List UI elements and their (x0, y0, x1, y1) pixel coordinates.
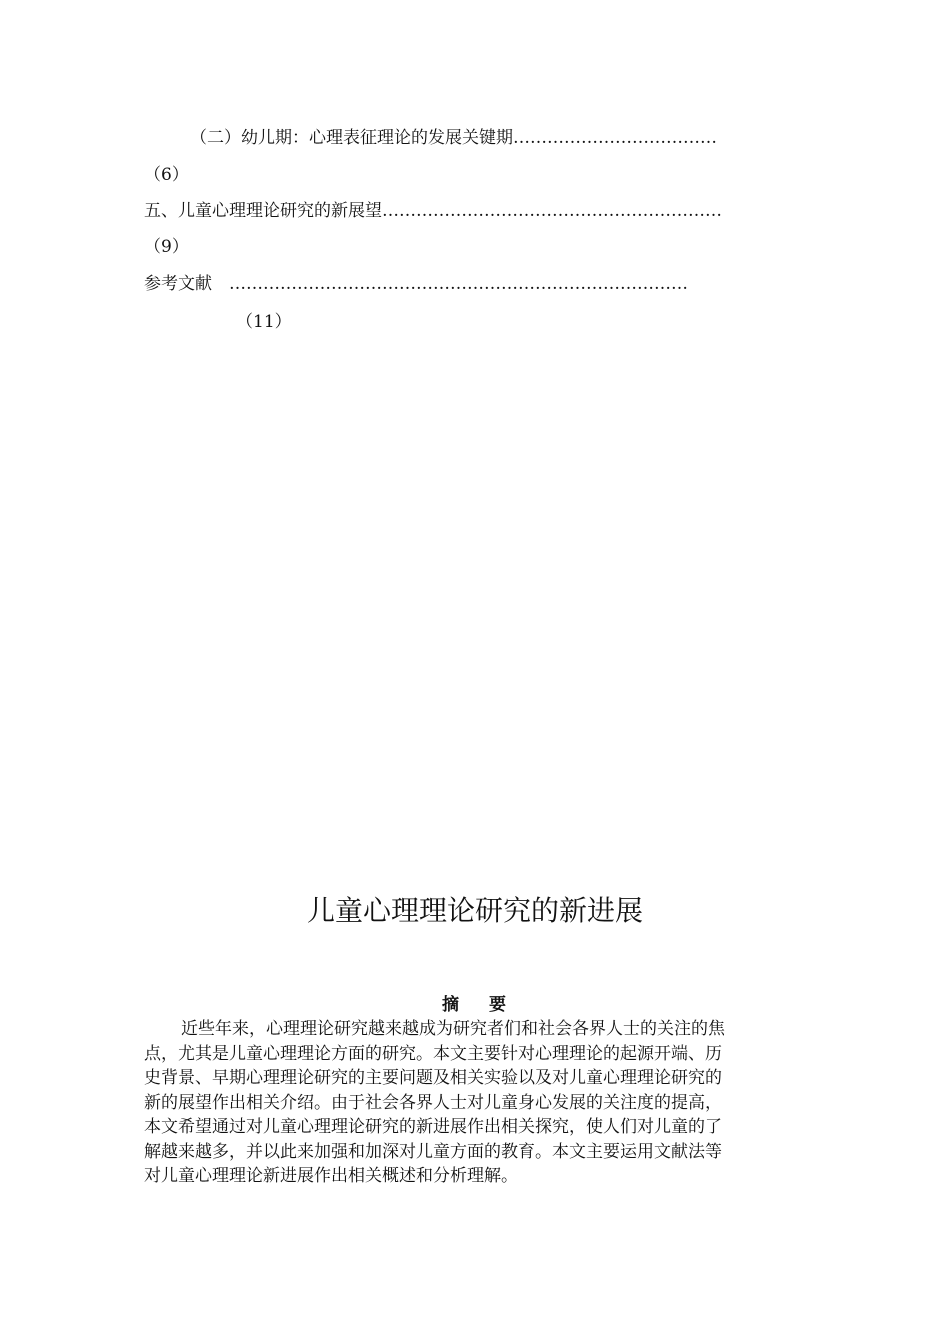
article-title: 儿童心理理论研究的新进展 (306, 893, 643, 927)
abstract-heading-char: 摘 (442, 995, 461, 1015)
toc-page-number: （11） (236, 312, 292, 332)
toc-entry-references[interactable]: 参考文献 ……………………………………………………………………… (144, 274, 688, 294)
toc-page-number: （9） (144, 237, 189, 257)
abstract-line: 近些年来，心理理论研究越来越成为研究者们和社会各界人士的关注的焦 (181, 1019, 725, 1039)
abstract-heading (0, 994, 950, 1016)
abstract-line: 点，尤其是儿童心理理论方面的研究。本文主要针对心理理论的起源开端、历 (144, 1043, 722, 1064)
abstract-line: 对儿童心理理论新进展作出相关概述和分析理解。 (144, 1166, 518, 1186)
toc-entry-early-childhood[interactable]: （二）幼儿期：心理表征理论的发展关键期……………………………… (190, 128, 717, 148)
abstract-body (144, 1017, 804, 1189)
toc-page-number: （6） (144, 165, 189, 185)
abstract-line: 史背景、早期心理理论研究的主要问题及相关实验以及对儿童心理理论研究的 (144, 1068, 722, 1088)
abstract-line: 解越来越多，并以此来加强和加深对儿童方面的教育。本文主要运用文献法等 (144, 1141, 722, 1162)
abstract-line: 新的展望作出相关介绍。由于社会各界人士对儿童身心发展的关注度的提高， (144, 1092, 722, 1113)
toc-entry-new-outlook[interactable]: 五、儿童心理理论研究的新展望…………………………………………………… (144, 201, 722, 221)
abstract-line: 本文希望通过对儿童心理理论研究的新进展作出相关探究，使人们对儿童的了 (144, 1117, 722, 1137)
abstract-heading-char: 要 (489, 995, 508, 1015)
